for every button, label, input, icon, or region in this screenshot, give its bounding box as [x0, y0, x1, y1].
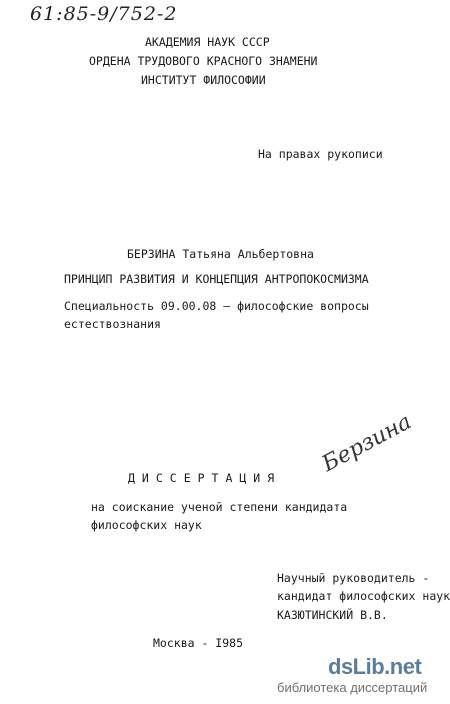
dissertation-line-2: философских наук — [91, 518, 202, 532]
supervisor-line-2: кандидат философских наук — [277, 589, 450, 603]
archive-code-handwritten: 61:85-9/752-2 — [30, 3, 178, 25]
author-name: БЕРЗИНА Татьяна Альбертовна — [127, 247, 314, 261]
dissertation-heading: ДИССЕРТАЦИЯ — [128, 471, 282, 485]
supervisor-line-1: Научный руководитель - — [277, 571, 430, 585]
dslib-caption: библиотека диссертаций — [277, 680, 428, 695]
place-year: Москва - I985 — [153, 636, 244, 650]
specialty-line-2: естествознания — [64, 317, 161, 331]
header-line-1: АКАДЕМИЯ НАУК СССР — [145, 35, 270, 49]
header-line-3: ИНСТИТУТ ФИЛОСОФИИ — [141, 73, 266, 87]
dissertation-line-1: на соискание ученой степени кандидата — [91, 500, 348, 514]
dslib-logo — [328, 654, 421, 680]
handwritten-signature: Берзина — [318, 409, 416, 477]
specialty-line-1: Специальность 09.00.08 – философские вопросы — [64, 299, 369, 313]
rights-note: На правах рукописи — [258, 147, 383, 161]
supervisor-line-3: КАЗЮТИНСКИЙ В.В. — [277, 608, 388, 622]
dslib-logo-text: dsLib.net — [328, 654, 422, 679]
header-line-2: ОРДЕНА ТРУДОВОГО КРАСНОГО ЗНАМЕНИ — [89, 54, 318, 68]
dissertation-title: ПРИНЦИП РАЗВИТИЯ И КОНЦЕПЦИЯ АНТРОПОКОСМИЗМА — [64, 272, 369, 286]
